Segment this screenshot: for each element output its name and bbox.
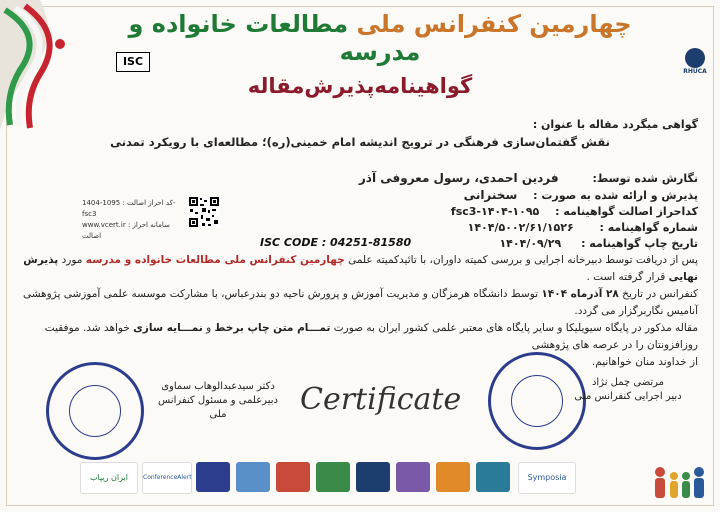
acceptance-paragraph: [14, 252, 698, 371]
paragraph-line-1: پس از دریافت توسط دبیرخانه اجرایی و بررسی کمیته داوران، با تائیدکمیته علمی چهارمین کنفرانس ملی مطالعات خانواده و مدرسه مورد پذیرش نهایی قرار گرفته است .: [23, 254, 698, 283]
signer-right-role: دبیر اجرایی کنفرانس ملی: [574, 391, 682, 402]
symposia-logo: Symposia: [518, 462, 576, 494]
certificate-title: گواهینامه‌پذیرش‌مقاله: [247, 74, 473, 98]
verification-code-line: کد احراز اصالت : 1095-1404-fsc3: [82, 199, 176, 218]
partner-logo-2-icon: [236, 462, 270, 492]
partner-logo-1-icon: [196, 462, 230, 492]
signature-left: [148, 380, 288, 422]
paragraph-line-3: مقاله مذکور در پایگاه سیویلیکا و سایر پایگاه های معتبر علمی کشور ایران به صورت تمـــام متن چاپ برخط و نمـــایه سازی خواهد شد. موفقیت روزافزونتان را در عرصه های پژوهشی: [44, 322, 698, 351]
isc-code: ISC CODE : 04251-81580: [260, 236, 412, 249]
partner-logo-8-icon: [476, 462, 510, 492]
info-row-number: شماره گواهینامه : ۱۴۰۴/۵۰۰۲/۶۱/۱۵۲۶: [467, 221, 698, 234]
rhuca-label: RHUCA: [683, 68, 707, 75]
rhuca-logo: [678, 48, 712, 75]
verification-info: [82, 198, 186, 242]
conference-title-prefix: چهارمین کنفرانس ملی: [356, 10, 632, 38]
paragraph-line-4: از خداوند منان خواهانیم.: [591, 356, 698, 368]
flag-ribbon-decoration: [0, 0, 70, 130]
certificate-script-word: Certificate: [300, 382, 462, 417]
verification-site-link[interactable]: www.vcert.ir : سامانه احراز اصالت: [82, 221, 170, 240]
info-row-code: کداحراز اصالت گواهینامه : fsc3-۱۴۰۴-۱۰۹۵: [450, 205, 698, 218]
info-row-date: تاریخ چاپ گواهینامه : ۱۴۰۴/۰۹/۲۹: [499, 237, 698, 250]
signature-right: [568, 376, 688, 404]
partner-logo-6-icon: [396, 462, 430, 492]
isc-logo: ISC: [116, 52, 150, 72]
signer-right-name: مرتضی چمل نژاد: [591, 377, 665, 388]
partner-logo-5-icon: [356, 462, 390, 492]
conference-alert-logo: ConferenceAlert: [142, 462, 192, 494]
irepub-logo: ایران ریپاب: [80, 462, 138, 494]
family-icon: [650, 462, 708, 500]
seal-left-icon: [46, 362, 144, 460]
signer-left-name: دکتر سیدعبدالوهاب سماوی: [161, 381, 275, 392]
conference-title-suffix: مطالعات خانواده و مدرسه: [128, 10, 421, 66]
article-title: نقش گفتمان‌سازی فرهنگی در ترویج اندیشه امام خمینی(ره)؛ مطالعه‌ای با رویکرد تمدنی: [110, 135, 610, 149]
conference-title: [100, 10, 660, 66]
qr-code[interactable]: [188, 196, 220, 228]
intro-text: گواهی میگردد مقاله با عنوان :: [532, 118, 698, 131]
rhuca-emblem-icon: [685, 48, 705, 68]
info-row-presentation: پذیرش و ارائه شده به صورت : سخنرانی: [463, 188, 698, 202]
paragraph-line-2: کنفرانس در تاریخ ۲۸ آذرماه ۱۴۰۴ توسط دانشگاه هرمزگان و مدیریت آموزش و پرورش ناحیه دو بندرعباس، با مشارکت موسسه علمی آموزشی پژوهشی آنامیس نگاربرگزار می گردد.: [22, 288, 698, 317]
partner-logo-3-icon: [276, 462, 310, 492]
sponsor-logo-strip: [70, 458, 620, 502]
partner-logo-7-icon: [436, 462, 470, 492]
partner-logo-4-icon: [316, 462, 350, 492]
signer-left-role: دبیرعلمی و مسئول کنفرانس ملی: [158, 395, 278, 420]
info-row-authors: نگارش شده توسط: فردین احمدی، رسول معروفی آذر: [358, 171, 698, 185]
